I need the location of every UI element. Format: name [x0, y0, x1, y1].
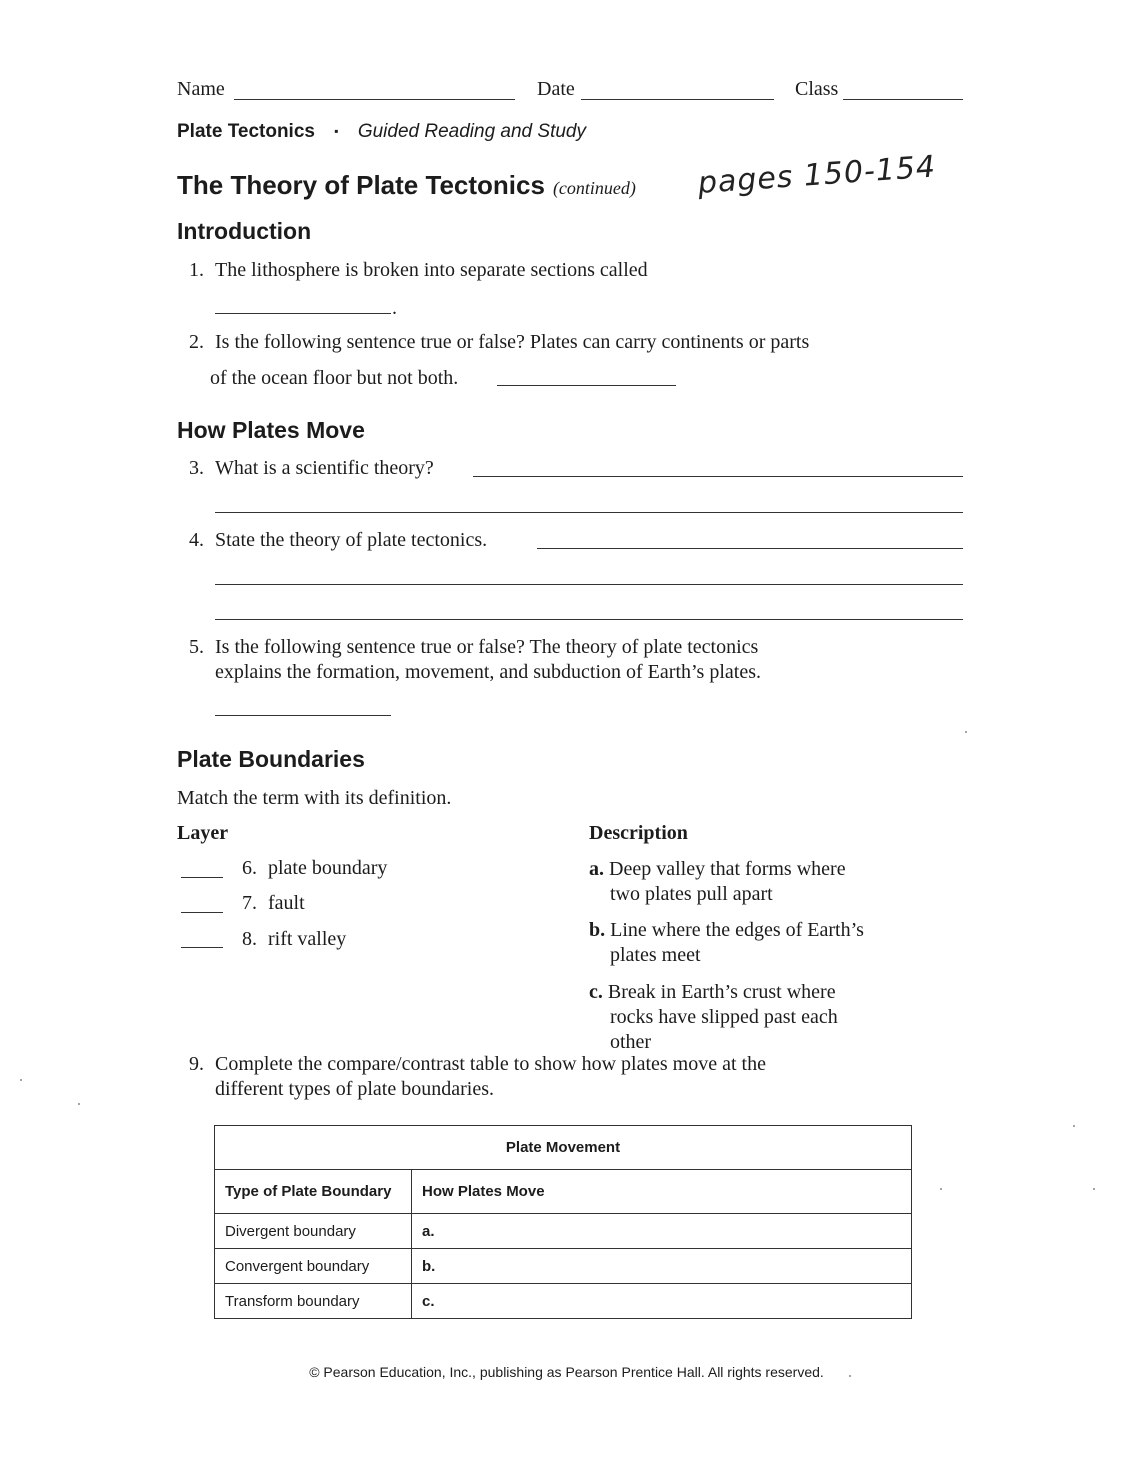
answer-line-5[interactable] [215, 715, 391, 716]
table-row [215, 1249, 912, 1284]
scan-speck [78, 1103, 80, 1105]
term-item [242, 892, 305, 915]
answer-cell[interactable]: a. [412, 1214, 912, 1249]
class-label: Class [795, 78, 839, 100]
answer-line-3a[interactable] [473, 476, 963, 477]
boundary-type: Convergent boundary [215, 1249, 412, 1284]
question-number: 5. [189, 636, 204, 658]
definition-line1: Line where the edges of Earth’s [610, 919, 864, 941]
boundary-type: Transform boundary [215, 1284, 412, 1319]
question-text-line1: Is the following sentence true or false? Plates can carry continents or parts [215, 331, 810, 353]
question-text-line2: of the ocean floor but not both. [210, 367, 459, 389]
boundary-type: Divergent boundary [215, 1214, 412, 1249]
col-header-type: Type of Plate Boundary [215, 1170, 412, 1214]
definition-line1: Deep valley that forms where [609, 858, 846, 880]
table-row [215, 1284, 912, 1319]
layer-header: Layer [177, 822, 229, 844]
section-how-plates-move: How Plates Move [177, 417, 365, 443]
question-text: What is a scientific theory? [215, 457, 434, 479]
book-title: Plate Tectonics [177, 121, 315, 142]
copyright-footer: © Pearson Education, Inc., publishing as Pearson Prentice Hall. All rights reserved. [309, 1364, 824, 1380]
scan-speck [1073, 1125, 1075, 1127]
question-2 [189, 331, 809, 354]
term-number: 7. [242, 892, 257, 914]
book-subtitle: Guided Reading and Study [357, 121, 586, 142]
answer-line-1[interactable] [215, 313, 391, 314]
definition-letter: b. [589, 919, 606, 941]
handwritten-note: pages 150-154 [696, 149, 938, 201]
definition-line2: rocks have slipped past each [610, 1006, 838, 1028]
question-5 [189, 636, 758, 659]
match-blank-6[interactable] [181, 877, 223, 878]
description-header: Description [589, 822, 688, 844]
term-text: rift valley [268, 928, 347, 950]
question-9 [189, 1053, 766, 1076]
date-label: Date [537, 78, 575, 100]
class-field[interactable] [843, 99, 963, 100]
name-field[interactable] [234, 99, 515, 100]
table-caption: Plate Movement [215, 1126, 912, 1170]
question-number: 3. [189, 457, 204, 479]
table-caption-row [215, 1126, 912, 1170]
col-header-how: How Plates Move [412, 1170, 912, 1214]
match-blank-7[interactable] [181, 912, 223, 913]
question-3 [189, 457, 434, 480]
definition-item [589, 918, 864, 968]
question-number: 9. [189, 1053, 204, 1075]
question-number: 1. [189, 259, 204, 281]
scan-speck [940, 1188, 942, 1190]
definition-item [589, 857, 846, 907]
term-item [242, 928, 346, 951]
definition-line3: other [610, 1031, 652, 1053]
answer-line-4a[interactable] [537, 548, 963, 549]
title-main: The Theory of Plate Tectonics [177, 170, 545, 200]
definition-letter: c. [589, 981, 603, 1003]
answer-line-3b[interactable] [215, 512, 963, 513]
scan-speck [965, 731, 967, 733]
definition-item [589, 980, 838, 1055]
period: . [392, 297, 397, 319]
answer-cell[interactable]: c. [412, 1284, 912, 1319]
table-row [215, 1214, 912, 1249]
answer-line-4c[interactable] [215, 619, 963, 620]
section-introduction: Introduction [177, 218, 312, 244]
answer-line-4b[interactable] [215, 584, 963, 585]
plate-movement-table [214, 1125, 912, 1319]
match-blank-8[interactable] [181, 947, 223, 948]
answer-line-2[interactable] [497, 385, 676, 386]
bullet-separator: ▪ [334, 124, 339, 138]
question-4 [189, 529, 487, 552]
scan-speck [849, 1375, 851, 1377]
date-field[interactable] [581, 99, 774, 100]
scan-speck [20, 1079, 22, 1081]
term-text: plate boundary [268, 857, 388, 879]
section-plate-boundaries: Plate Boundaries [177, 746, 365, 772]
definition-letter: a. [589, 858, 604, 880]
page-title [177, 170, 636, 201]
title-continued: (continued) [552, 178, 636, 198]
question-number: 2. [189, 331, 204, 353]
term-number: 6. [242, 857, 257, 879]
term-item [242, 857, 387, 880]
running-head [177, 121, 586, 143]
question-1 [189, 259, 648, 282]
definition-line2: two plates pull apart [610, 883, 773, 905]
term-text: fault [268, 892, 305, 914]
scan-speck [1093, 1188, 1095, 1190]
question-text: State the theory of plate tectonics. [215, 529, 488, 551]
question-text-line2: explains the formation, movement, and subduction of Earth’s plates. [215, 661, 761, 683]
term-number: 8. [242, 928, 257, 950]
table-header-row [215, 1170, 912, 1214]
name-label: Name [177, 78, 225, 100]
question-text-line1: Is the following sentence true or false? The theory of plate tectonics [215, 636, 759, 658]
question-text-line1: Complete the compare/contrast table to show how plates move at the [215, 1053, 766, 1075]
matching-instruction: Match the term with its definition. [177, 787, 452, 809]
question-number: 4. [189, 529, 204, 551]
question-text: The lithosphere is broken into separate sections called [215, 259, 648, 281]
question-text-line2: different types of plate boundaries. [215, 1078, 494, 1100]
answer-cell[interactable]: b. [412, 1249, 912, 1284]
definition-line1: Break in Earth’s crust where [607, 981, 836, 1003]
definition-line2: plates meet [610, 944, 701, 966]
